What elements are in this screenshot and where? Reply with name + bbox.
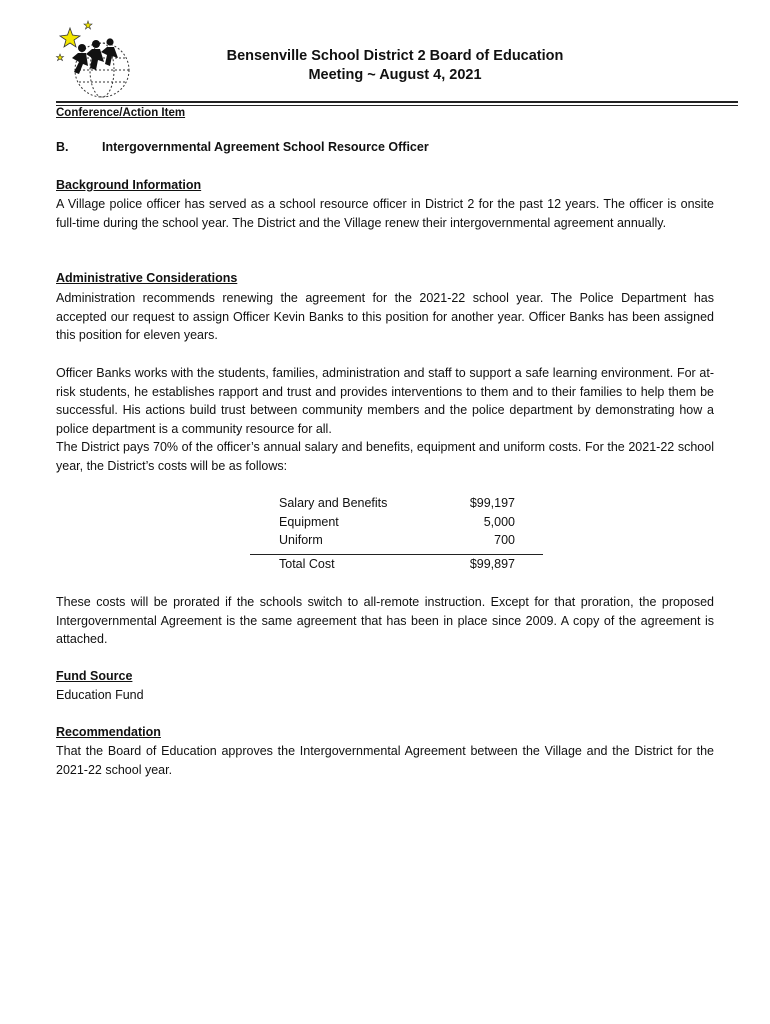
- cost-amount: $99,197: [469, 496, 515, 510]
- meeting-date: Meeting ~ August 4, 2021: [308, 67, 482, 83]
- cost-amount: 700: [494, 533, 515, 548]
- total-amount: $99,897: [469, 556, 515, 571]
- background-text: A Village police officer has served as a school resource officer in District 2 for the past 12 years. The officer is onsite full-time during the school year. The District and the Village renew their intergovernmental agreement annually.: [56, 197, 714, 230]
- header-divider-thin: [56, 105, 738, 106]
- cost-label: Equipment: [279, 514, 339, 529]
- cost-row: [250, 533, 543, 552]
- cost-label: Salary and Benefits: [279, 496, 388, 510]
- proration-text: These costs will be prorated if the schools switch to all-remote instruction. Except for that proration, the proposed Intergovernmental Agreement is the same agreement that has been in place since 2009. A copy of the agreement is attached.: [56, 595, 714, 647]
- item-letter: B.: [56, 140, 69, 154]
- cost-amount: 5,000: [483, 514, 515, 529]
- admin-paragraph-3: The District pays 70% of the officer’s annual salary and benefits, equipment and uniform costs. For the 2021-22 school year, the District’s costs will be as follows:: [56, 440, 714, 473]
- header-title: Bensenville School District 2 Board of Education: [226, 48, 564, 64]
- total-label: Total Cost: [279, 556, 335, 571]
- header-divider-thick: [56, 101, 738, 103]
- total-divider: [250, 554, 543, 555]
- cost-table: [250, 496, 543, 575]
- admin-paragraph-2: Officer Banks works with the students, families, administration and staff to support a safe learning environment. For at-risk students, he establishes rapport and trust and provides interventions to them and to their families to help them be successful. His actions build trust between community members and the police department by demonstrating how a police department is a community resource for all.: [56, 366, 714, 436]
- fund-heading: Fund Source: [56, 669, 133, 683]
- background-heading: Background Information: [56, 178, 202, 192]
- item-title: Intergovernmental Agreement School Resource Officer: [102, 140, 429, 154]
- total-row: [250, 557, 543, 575]
- fund-text: Education Fund: [56, 688, 144, 702]
- recommendation-heading: Recommendation: [56, 725, 161, 739]
- admin-text: Administration recommends renewing the agreement for the 2021-22 school year. The Police Department has accepted our request to assign Officer Kevin Banks to this position for another year. Officer Banks has been assigned this position for eleven years.: [56, 291, 714, 343]
- recommendation-text: That the Board of Education approves the Intergovernmental Agreement between the Village and the District for the 2021-22 school year.: [56, 744, 714, 777]
- section-label: Conference/Action Item: [56, 107, 186, 119]
- cost-row: [250, 496, 543, 515]
- cost-label: Uniform: [279, 533, 323, 548]
- district-logo: [52, 18, 132, 102]
- admin-heading: Administrative Considerations: [56, 271, 238, 285]
- cost-row: [250, 515, 543, 534]
